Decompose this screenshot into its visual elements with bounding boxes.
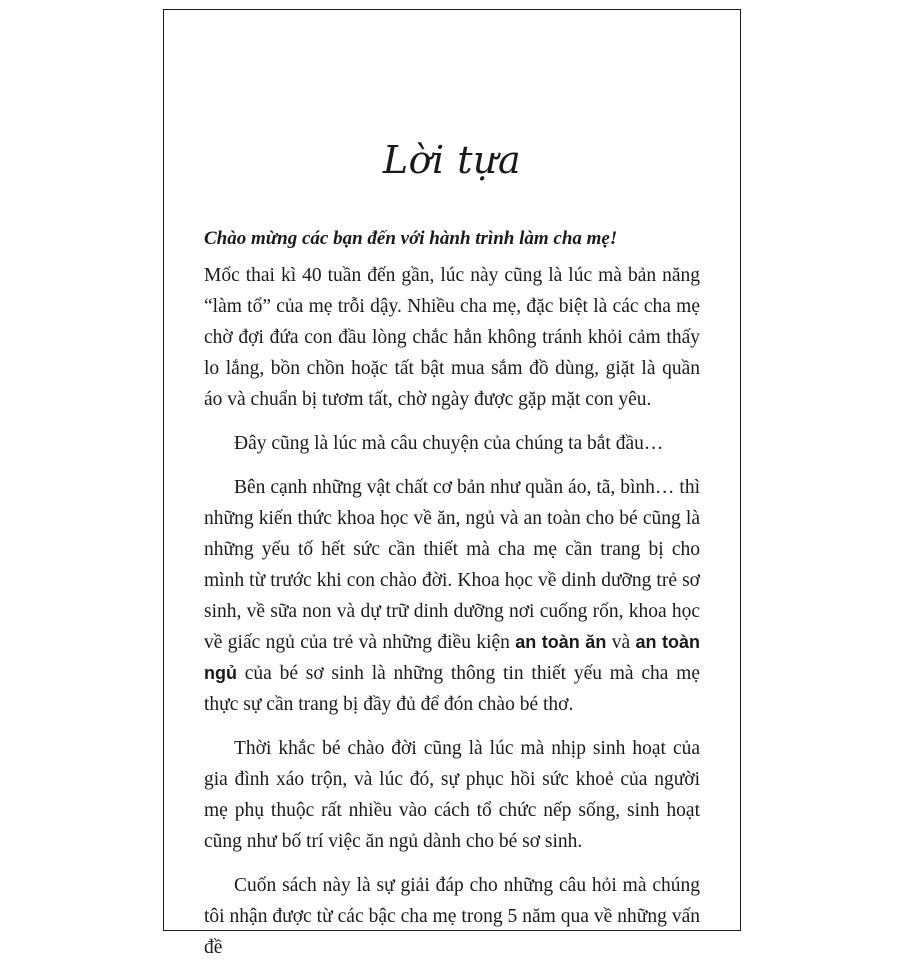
paragraph-3-text-a: Bên cạnh những vật chất cơ bản như quần áo, tã, bình… thì những kiến thức khoa học về ăn, ngủ và an toàn cho bé cũng là những yếu tố hết sức cần thiết mà cha mẹ cần trang bị cho mình từ trước khi con chào đời. Khoa học về dinh dưỡng trẻ sơ sinh, về sữa non và dự trữ dinh dưỡng nơi cuống rốn, khoa học về giấc ngủ của trẻ và những điều kiện — [204, 477, 700, 653]
paragraph-4: Thời khắc bé chào đời cũng là lúc mà nhịp sinh hoạt của gia đình xáo trộn, và lúc đó, sự phục hồi sức khoẻ của người mẹ phụ thuộc rất nhiều vào cách tổ chức nếp sống, sinh hoạt cũng như bố trí việc ăn ngủ dành cho bé sơ sinh. — [204, 738, 700, 852]
paragraph-2: Đây cũng là lúc mà câu chuyện của chúng ta bắt đầu… — [234, 433, 664, 454]
page-content — [204, 223, 700, 963]
paragraph-3-text-b: và — [606, 632, 636, 653]
bold-term-safe-eating: an toàn ăn — [515, 632, 607, 652]
subtitle: Chào mừng các bạn đến với hành trình làm cha mẹ! — [204, 228, 618, 249]
book-page — [163, 9, 741, 958]
paragraph-3 — [204, 472, 700, 720]
paragraph-5: Cuốn sách này là sự giải đáp cho những câu hỏi mà chúng tôi nhận được từ các bậc cha mẹ trong 5 năm qua về những vấn đề — [204, 875, 700, 958]
bold-term-safe-sleeping: an toàn ngủ — [204, 632, 700, 683]
paragraph-1: Mốc thai kì 40 tuần đến gần, lúc này cũng là lúc mà bản năng “làm tổ” của mẹ trỗi dậy. Nhiều cha mẹ, đặc biệt là các cha mẹ chờ đợi đứa con đầu lòng chắc hẳn không tránh khỏi cảm thấy lo lắng, bồn chồn hoặc tất bật mua sắm đồ dùng, giặt là quần áo và chuẩn bị tươm tất, chờ ngày được gặp mặt con yêu. — [204, 265, 700, 410]
page-title: Lời tựa — [382, 138, 522, 182]
paragraph-3-text-c: của bé sơ sinh là những thông tin thiết yếu mà cha mẹ thực sự cần trang bị đầy đủ để đón chào bé thơ. — [204, 663, 700, 715]
